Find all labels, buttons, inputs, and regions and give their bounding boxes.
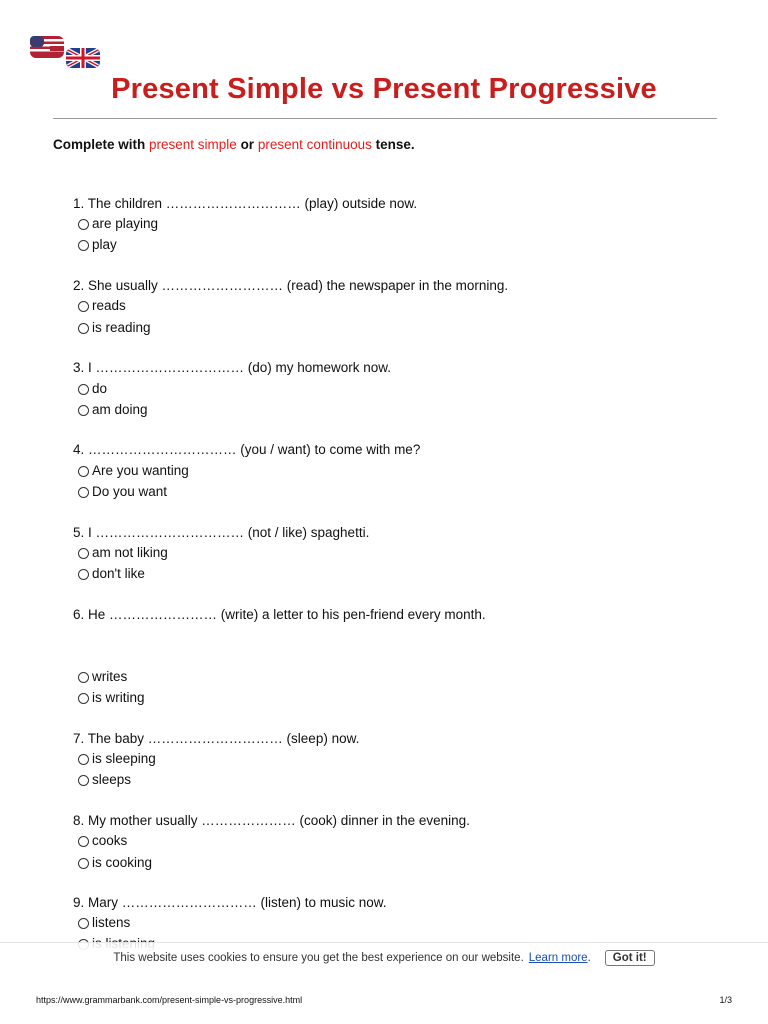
question-1-option-1[interactable] bbox=[78, 214, 158, 234]
question-1-option-2[interactable] bbox=[78, 235, 117, 255]
radio-button-icon[interactable] bbox=[78, 672, 89, 683]
grammarbank-logo bbox=[28, 34, 102, 70]
question-text: 9. Mary ………………………… (listen) to music now. bbox=[73, 895, 387, 910]
option-label: cooks bbox=[92, 833, 128, 848]
page-title: Present Simple vs Present Progressive bbox=[111, 73, 657, 105]
radio-button-icon[interactable] bbox=[78, 405, 89, 416]
question-9 bbox=[73, 893, 387, 913]
question-text: 1. The children ………………………… (play) outside now. bbox=[73, 196, 418, 211]
instruction-term-present-simple: present simple bbox=[149, 137, 237, 152]
question-6-option-1[interactable] bbox=[78, 667, 127, 687]
option-label: am doing bbox=[92, 402, 148, 417]
option-label: am not liking bbox=[92, 545, 168, 560]
question-text: 6. He …………………… (write) a letter to his pen-friend every month. bbox=[73, 607, 486, 622]
radio-button-icon[interactable] bbox=[78, 693, 89, 704]
learn-more-link[interactable]: Learn more bbox=[528, 952, 588, 964]
option-label: is reading bbox=[92, 320, 151, 335]
option-label: play bbox=[92, 237, 117, 252]
question-8-option-1[interactable] bbox=[78, 831, 127, 851]
question-text: 3. I …………………………… (do) my homework now. bbox=[73, 360, 392, 375]
question-5 bbox=[73, 523, 369, 543]
question-2-option-2[interactable] bbox=[78, 318, 151, 338]
title-divider bbox=[53, 118, 717, 119]
question-5-option-1[interactable] bbox=[78, 543, 168, 563]
radio-button-icon[interactable] bbox=[78, 240, 89, 251]
question-3 bbox=[73, 358, 391, 378]
option-label: writes bbox=[92, 669, 128, 684]
instruction-term-present-continuous: present continuous bbox=[257, 137, 372, 152]
question-text: 7. The baby ………………………… (sleep) now. bbox=[73, 731, 360, 746]
option-label: do bbox=[92, 381, 108, 396]
option-label: is writing bbox=[92, 690, 145, 705]
cookie-message: This website uses cookies to ensure you get the best experience on our website. bbox=[113, 952, 524, 964]
radio-button-icon[interactable] bbox=[78, 384, 89, 395]
option-label: listens bbox=[92, 915, 131, 930]
radio-button-icon[interactable] bbox=[78, 466, 89, 477]
radio-button-icon[interactable] bbox=[78, 219, 89, 230]
question-6-option-2[interactable] bbox=[78, 688, 145, 708]
footer-url: https://www.grammarbank.com/present-simple-vs-progressive.html bbox=[36, 995, 303, 1005]
radio-button-icon[interactable] bbox=[78, 301, 89, 312]
option-label: sleeps bbox=[92, 772, 132, 787]
question-text: 5. I …………………………… (not / like) spaghetti. bbox=[73, 525, 370, 540]
radio-button-icon[interactable] bbox=[78, 754, 89, 765]
instruction-suffix: tense. bbox=[371, 137, 415, 152]
radio-button-icon[interactable] bbox=[78, 548, 89, 559]
question-1 bbox=[73, 194, 417, 214]
cookie-dot: . bbox=[587, 952, 591, 964]
radio-button-icon[interactable] bbox=[78, 775, 89, 786]
footer-page-number: 1/3 bbox=[719, 995, 732, 1005]
question-text: 2. She usually ……………………… (read) the newspaper in the morning. bbox=[73, 278, 509, 293]
option-label: are playing bbox=[92, 216, 159, 231]
question-3-option-2[interactable] bbox=[78, 400, 148, 420]
question-8 bbox=[73, 811, 470, 831]
radio-button-icon[interactable] bbox=[78, 858, 89, 869]
question-7-option-1[interactable] bbox=[78, 749, 156, 769]
radio-button-icon[interactable] bbox=[78, 918, 89, 929]
question-2-option-1[interactable] bbox=[78, 296, 126, 316]
question-4 bbox=[73, 440, 420, 460]
instruction-prefix: Complete with bbox=[53, 137, 150, 152]
question-7-option-2[interactable] bbox=[78, 770, 131, 790]
question-3-option-1[interactable] bbox=[78, 379, 107, 399]
radio-button-icon[interactable] bbox=[78, 487, 89, 498]
question-6 bbox=[73, 605, 486, 625]
question-text: 8. My mother usually ………………… (cook) dinner in the evening. bbox=[73, 813, 470, 828]
radio-button-icon[interactable] bbox=[78, 569, 89, 580]
cookie-consent-bar bbox=[0, 942, 768, 973]
option-label: don't like bbox=[92, 566, 145, 581]
question-8-option-2[interactable] bbox=[78, 853, 152, 873]
question-5-option-2[interactable] bbox=[78, 564, 145, 584]
question-2 bbox=[73, 276, 508, 296]
option-label: Are you wanting bbox=[92, 463, 189, 478]
option-label: Do you want bbox=[92, 484, 168, 499]
radio-button-icon[interactable] bbox=[78, 323, 89, 334]
option-label: reads bbox=[92, 298, 126, 313]
question-4-option-2[interactable] bbox=[78, 482, 167, 502]
question-4-option-1[interactable] bbox=[78, 461, 189, 481]
instruction-text bbox=[53, 137, 415, 152]
option-label: is cooking bbox=[92, 855, 153, 870]
radio-button-icon[interactable] bbox=[78, 836, 89, 847]
got-it-button[interactable]: Got it! bbox=[605, 950, 655, 966]
instruction-middle: or bbox=[236, 137, 258, 152]
question-9-option-1[interactable] bbox=[78, 913, 130, 933]
question-7 bbox=[73, 729, 359, 749]
question-text: 4. …………………………… (you / want) to come with me? bbox=[73, 442, 421, 457]
option-label: is sleeping bbox=[92, 751, 156, 766]
